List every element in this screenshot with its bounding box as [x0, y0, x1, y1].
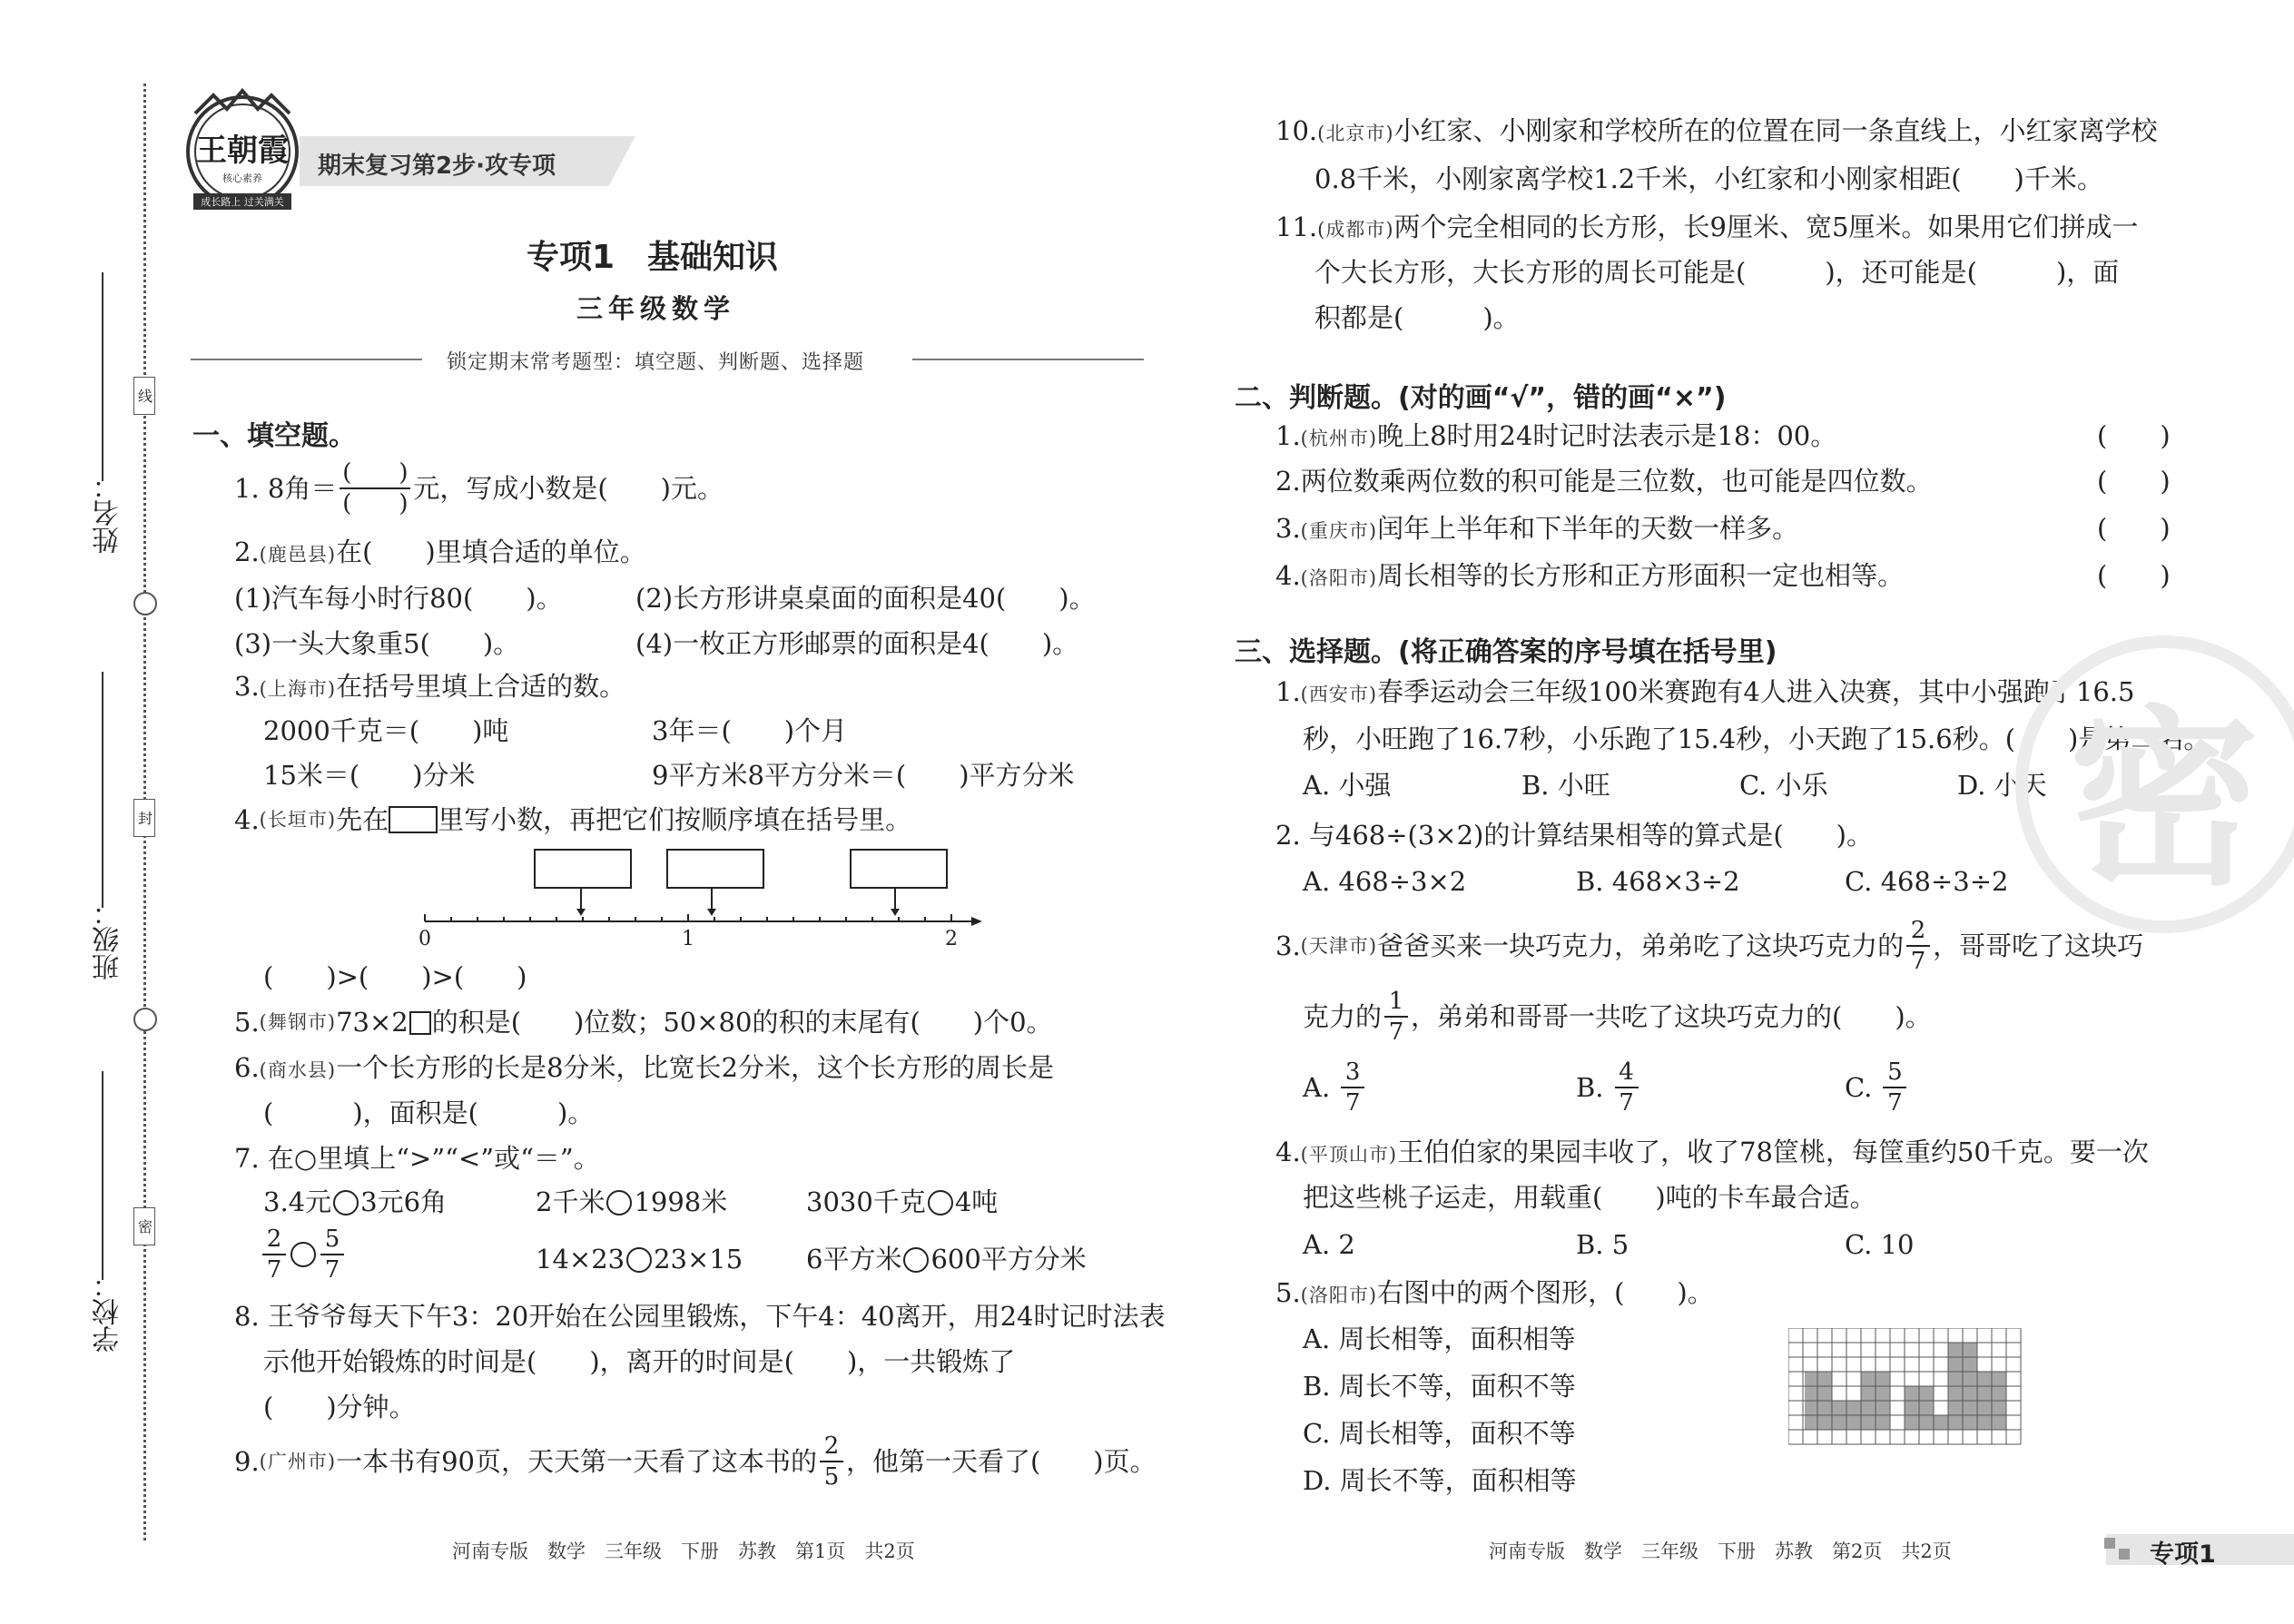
footer-square-icon: [2104, 1538, 2115, 1549]
c3-option-c[interactable]: C. $\frac{5}{7}$: [1845, 1060, 1909, 1115]
c1-option-b[interactable]: B. 小旺: [1521, 770, 1610, 801]
question-3: 3.(上海市)在括号里填上合适的数。: [234, 671, 626, 702]
q2-c: (3)一头大象重5( )。: [234, 628, 520, 659]
divider: [191, 359, 422, 360]
c4-line-2: 把这些桃子运走，用载重( )吨的卡车最合适。: [1303, 1182, 1876, 1213]
binding-hole-icon: [133, 1008, 157, 1031]
q4-order: ( )>( )>( ): [263, 961, 527, 992]
judge-answer-3[interactable]: ( ): [2097, 513, 2171, 544]
choice-question-5: 5.(洛阳市)右图中的两个图形，( )。: [1275, 1277, 1714, 1308]
c1-line-2: 秒，小旺跑了16.7秒，小乐跑了15.4秒，小天跑了15.6秒。( )是第二名。: [1303, 723, 2210, 754]
judge-answer-4[interactable]: ( ): [2097, 560, 2171, 591]
secret-mark: 密: [133, 1207, 155, 1245]
decimal-box-3[interactable]: [850, 849, 948, 889]
question-8: 8. 王爷爷每天下午3：20开始在公园里锻炼，下午4：40离开，用24时记时法表: [234, 1301, 1166, 1332]
footer-right: 河南专版 数学 三年级 下册 苏教 第2页 共2页: [1489, 1540, 1952, 1562]
blank-square-icon: [409, 1011, 431, 1035]
judge-item-2: 2.两位数乘两位数的积可能是三位数，也可能是四位数。: [1275, 466, 1933, 497]
judge-item-1: 1.(杭州市)晚上8时用24时记时法表示是18：00。: [1275, 420, 1837, 451]
q7-compare-5: 14×23 23×15: [536, 1244, 743, 1275]
compare-circle-icon[interactable]: [333, 1190, 359, 1216]
page-title: 专项1 基础知识: [527, 239, 779, 276]
q6-line-2: ( )，面积是( )。: [263, 1097, 595, 1128]
judge-answer-2[interactable]: ( ): [2097, 466, 2171, 497]
seal-mark: 封: [133, 799, 155, 837]
compare-circle-icon[interactable]: [928, 1190, 953, 1216]
school-label: 学校：: [93, 1271, 124, 1353]
judge-answer-1[interactable]: ( ): [2097, 420, 2171, 451]
question-6: 6.(商水县)一个长方形的长是8分米，比宽长2分米，这个长方形的周长是: [234, 1052, 1054, 1083]
c4-option-b[interactable]: B. 5: [1576, 1229, 1629, 1260]
page-subtitle: 三年级数学: [576, 293, 736, 324]
c5-option-d[interactable]: D. 周长不等，面积相等: [1303, 1465, 1577, 1496]
shapes-grid-figure: [1788, 1328, 2032, 1448]
c4-option-c[interactable]: C. 10: [1845, 1229, 1915, 1260]
c5-option-c[interactable]: C. 周长相等，面积不等: [1303, 1418, 1576, 1449]
secret-stamp: 密: [2015, 635, 2294, 933]
q11-line-2: 个大长方形，大长方形的周长可能是( )，还可能是( )，面: [1314, 257, 2120, 288]
divider: [912, 359, 1144, 360]
q7-compare-4: $\frac{2}{7}$ $\frac{5}{7}$: [260, 1227, 347, 1282]
question-2: 2.(鹿邑县)在( )里填合适的单位。: [234, 536, 646, 567]
q7-compare-6: 6平方米 600平方分米: [806, 1244, 1087, 1275]
class-label: 班级：: [93, 899, 124, 980]
footer-square-icon: [2119, 1549, 2130, 1560]
class-field[interactable]: [102, 672, 103, 908]
question-11: 11.(成都市)两个完全相同的长方形，长9厘米、宽5厘米。如果用它们拼成一: [1275, 212, 2139, 242]
c5-option-b[interactable]: B. 周长不等，面积不等: [1303, 1371, 1576, 1402]
question-1: [234, 461, 724, 516]
c3-option-a[interactable]: A. $\frac{3}{7}$: [1303, 1060, 1367, 1115]
binding-hole-icon: [133, 592, 157, 615]
number-line-axis: [399, 885, 989, 949]
q11-line-3: 积都是( )。: [1314, 302, 1520, 333]
question-9: 9. (广州市) 一本书有90页，天天第一天看了这本书的 $\frac{2}{5}$ ，他第一天看了( )页。: [234, 1432, 1157, 1491]
question-7: 7. 在○里填上“>”“<”或“＝”。: [234, 1143, 600, 1174]
q1-fraction[interactable]: $\frac{( )}{( )}$: [340, 461, 410, 516]
brand-name: 王朝霞: [196, 133, 289, 169]
school-field[interactable]: [102, 1071, 103, 1280]
q2-d: (4)一枚正方形邮票的面积是4( )。: [635, 628, 1079, 659]
q8-line-2: 示他开始锻炼的时间是( )，离开的时间是( )，一共锻炼了: [263, 1346, 1016, 1377]
brand-tag: 核心素养: [222, 172, 262, 184]
footer-tag: 专项1: [2150, 1540, 2216, 1569]
compare-circle-icon[interactable]: [903, 1247, 929, 1273]
choice-question-3: 3. (天津市) 爸爸买来一块巧克力，弟弟吃了这块巧克力的 $\frac{2}{7}$ ，哥哥吃了这块巧: [1275, 917, 2144, 975]
section2-heading: 二、判断题。(对的画“√”，错的画“×”): [1235, 382, 1727, 414]
judge-item-4: 4.(洛阳市)周长相等的长方形和正方形面积一定也相等。: [1275, 560, 1905, 591]
question-5: 5. (舞钢市) 73×2 的积是( )位数；50×80的积的末尾有( )个0。: [234, 1007, 1053, 1038]
choice-question-2: 2. 与468÷(3×2)的计算结果相等的算式是( )。: [1275, 820, 1873, 851]
compare-circle-icon[interactable]: [290, 1242, 316, 1267]
decimal-box-1[interactable]: [534, 849, 632, 889]
q8-line-3: ( )分钟。: [263, 1392, 416, 1422]
sample-box-icon: [389, 806, 438, 833]
q7-compare-2: 2千米 1998米: [536, 1186, 728, 1217]
c5-option-a[interactable]: A. 周长相等，面积相等: [1303, 1324, 1576, 1354]
q3-c: 15米＝( )分米: [263, 760, 476, 791]
c2-option-b[interactable]: B. 468×3÷2: [1576, 866, 1740, 897]
c3-option-b[interactable]: B. $\frac{4}{7}$: [1576, 1060, 1641, 1115]
section3-heading: 三、选择题。(将正确答案的序号填在括号里): [1235, 636, 1777, 668]
decimal-box-2[interactable]: [666, 849, 764, 889]
q1-text-2: 元，写成小数是( )元。: [413, 472, 724, 504]
tick-label-2: 2: [945, 928, 958, 949]
q7-compare-1: 3.4元 3元6角: [263, 1186, 448, 1217]
q2-b: (2)长方形讲桌桌面的面积是40( )。: [635, 583, 1096, 614]
section1-heading: 一、填空题。: [192, 420, 356, 452]
q2-a: (1)汽车每小时行80( )。: [234, 583, 563, 614]
choice-question-4: 4.(平顶山市)王伯伯家的果园丰收了，收了78筐桃，每筐重约50千克。要一次: [1275, 1137, 2149, 1167]
question-10: 10.(北京市)小红家、小刚家和学校所在的位置在同一条直线上，小红家离学校: [1275, 115, 2158, 146]
q1-text: 1. 8角＝: [234, 472, 338, 504]
c4-option-a[interactable]: A. 2: [1303, 1229, 1355, 1260]
q3-b: 3年＝( )个月: [652, 715, 848, 746]
c1-option-c[interactable]: C. 小乐: [1739, 770, 1828, 801]
c3-line-2: 克力的 $\frac{1}{7}$ ，弟弟和哥哥一共吃了这块巧克力的( )。: [1303, 988, 1932, 1046]
brand-slogan: 成长路上 过关满关: [201, 196, 284, 208]
judge-item-3: 3.(重庆市)闰年上半年和下半年的天数一样多。: [1275, 513, 1799, 544]
tick-label-0: 0: [418, 928, 431, 949]
choice-question-1: 1.(西安市)春季运动会三年级100米赛跑有4人进入决赛，其中小强跑了16.5: [1275, 676, 2135, 707]
q10-line-2: 0.8千米，小刚家离学校1.2千米，小红家和小刚家相距( )千米。: [1314, 163, 2103, 194]
name-field[interactable]: [102, 272, 103, 481]
q3-a: 2000千克＝( )吨: [263, 715, 509, 746]
step-label: 期末复习第2步·攻专项: [318, 153, 556, 180]
brand-logo: [177, 86, 313, 222]
c2-option-c[interactable]: C. 468÷3÷2: [1845, 866, 2009, 897]
question-4: 4. (长垣市) 先在 里写小数，再把它们按顺序填在括号里。: [234, 803, 912, 835]
focus-note: 锁定期末常考题型：填空题、判断题、选择题: [447, 351, 865, 374]
footer-left: 河南专版 数学 三年级 下册 苏教 第1页 共2页: [452, 1540, 915, 1562]
tick-label-1: 1: [682, 928, 694, 949]
line-mark: 线: [133, 377, 155, 415]
c1-option-d[interactable]: D. 小天: [1957, 770, 2047, 801]
compare-circle-icon[interactable]: [606, 1190, 632, 1216]
q7-compare-3: 3030千克 4吨: [806, 1186, 999, 1217]
compare-circle-icon[interactable]: [626, 1247, 652, 1273]
c2-option-a[interactable]: A. 468÷3×2: [1303, 866, 1467, 897]
name-label: 姓名：: [93, 472, 124, 554]
c1-option-a[interactable]: A. 小强: [1303, 770, 1392, 801]
q3-d: 9平方米8平方分米＝( )平方分米: [652, 760, 1075, 791]
